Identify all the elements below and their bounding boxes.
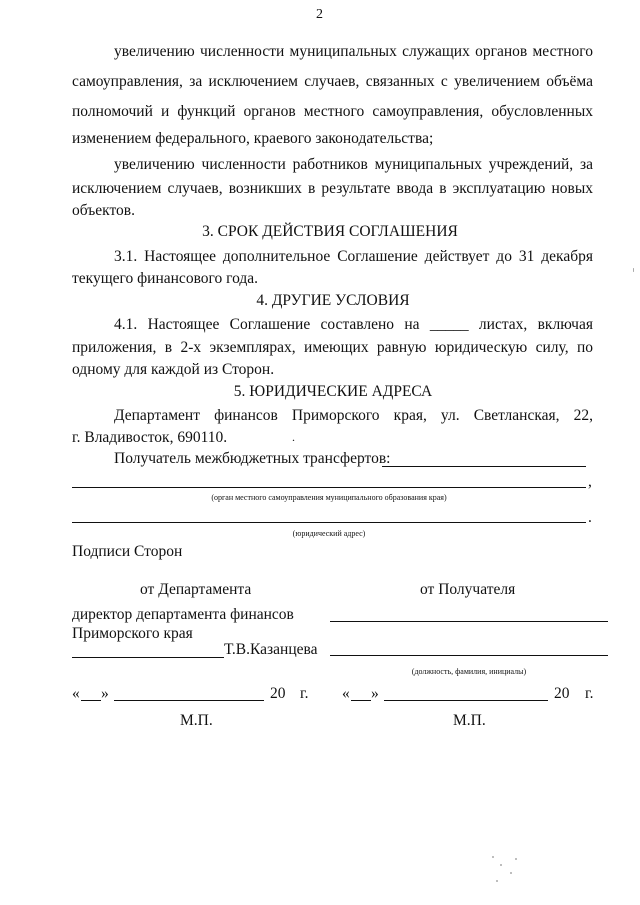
section4-line2: приложения, в 2-х экземплярах, имеющих равную юридическую силу, по [72,339,593,356]
section5-line1: Департамент финансов Приморского края, ул. Светланская, 22, [114,407,593,424]
address-blank[interactable] [72,522,586,523]
date-right-day-blank[interactable] [351,700,371,701]
date-left-year-suffix: г. [300,685,309,702]
recipient-label: Получатель межбюджетных трансфертов: [114,450,391,467]
para2-line3: объектов. [72,202,135,219]
from-department: от Департамента [140,581,252,598]
address-blank-period: . [588,509,592,526]
recipient-signature-blank-1[interactable] [330,621,608,622]
organ-blank-comma: , [588,473,592,490]
scan-artifact [496,880,498,882]
section3-line2: текущего финансового года. [72,270,259,287]
date-left-close-quote: » [101,685,109,702]
date-left-open-quote: « [72,685,80,702]
signatures-heading: Подписи Сторон [72,543,183,560]
section5-heading: 5. ЮРИДИЧЕСКИЕ АДРЕСА [233,383,433,400]
para1-line4: изменением федерального, краевого законодательства; [72,130,434,147]
address-caption: (юридический адрес) [292,529,366,538]
date-right-month-blank[interactable] [384,700,548,701]
recipient-caption: (должность, фамилия, инициалы) [411,667,527,676]
scan-artifact [510,872,512,874]
director-title-line2: Приморского края [72,625,193,642]
scan-artifact [515,858,517,860]
scan-artifact [633,268,634,272]
para1-line2: самоуправления, за исключением случаев, связанных с увеличением объёма [72,73,593,90]
recipient-signature-blank-2[interactable] [330,655,608,656]
organ-caption: (орган местного самоуправления муниципального образования края) [211,493,447,502]
scan-artifact [492,856,494,858]
para2-line1: увеличению численности работников муниципальных учреждений, за [114,156,593,173]
date-right-year: 20 [554,685,570,702]
section5-line2: г. Владивосток, 690110. [72,429,228,446]
date-right-year-suffix: г. [585,685,594,702]
para1-line1: увеличению численности муниципальных служащих органов местного [114,43,593,60]
date-left-day-blank[interactable] [81,700,101,701]
organ-blank[interactable] [72,487,586,488]
date-left-month-blank[interactable] [114,700,264,701]
para1-line3: полномочий и функций органов местного самоуправления, обусловленных [72,103,593,120]
section3-heading: 3. СРОК ДЕЙСТВИЯ СОГЛАШЕНИЯ [202,223,458,240]
date-right-close-quote: » [371,685,379,702]
stray-dot: . [292,430,295,444]
recipient-blank[interactable] [382,466,586,467]
from-recipient: от Получателя [420,581,516,598]
director-title-line1: директор департамента финансов [72,606,294,623]
seal-left: М.П. [180,712,213,729]
date-right-open-quote: « [342,685,350,702]
seal-right: М.П. [453,712,486,729]
date-left-year: 20 [270,685,286,702]
section3-line1: 3.1. Настоящее дополнительное Соглашение действует до 31 декабря [114,248,593,265]
section4-heading: 4. ДРУГИЕ УСЛОВИЯ [256,292,410,309]
section4-line1: 4.1. Настоящее Соглашение составлено на _____ листах, включая [114,316,593,333]
director-signature-blank[interactable] [72,657,224,658]
section4-line3: одному для каждой из Сторон. [72,361,275,378]
director-name: Т.В.Казанцева [224,641,318,658]
page-number: 2 [316,7,323,22]
para2-line2: исключением случаев, возникших в результате ввода в эксплуатацию новых [72,180,593,197]
scan-artifact [500,864,502,866]
